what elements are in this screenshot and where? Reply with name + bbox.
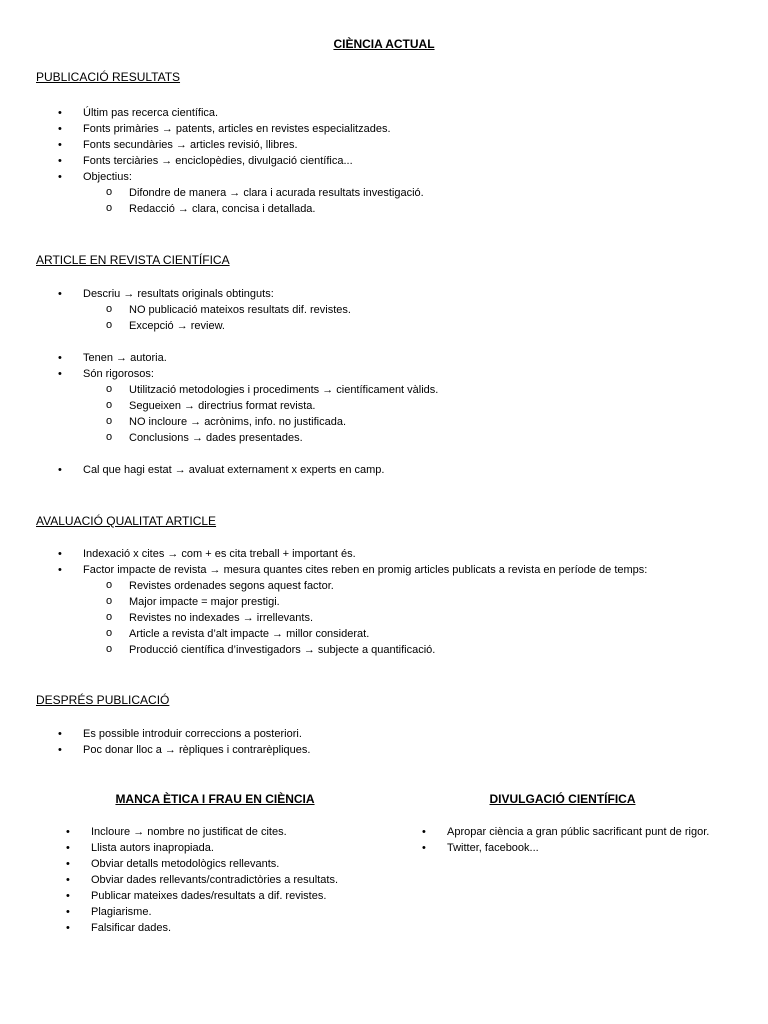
spacer bbox=[58, 334, 738, 350]
sub-list-item: o NO publicació mateixos resultats dif. revistes. bbox=[58, 302, 738, 318]
sub-list-item: o Conclusions → dades presentades. bbox=[58, 430, 738, 446]
document-title: CIÈNCIA ACTUAL bbox=[333, 37, 435, 51]
list-item: • Tenen → autoria. bbox=[58, 350, 738, 366]
heading-divulgacio: DIVULGACIÓ CIENTÍFICA bbox=[489, 792, 636, 806]
list-item: • Publicar mateixes dades/resultats a dif. revistes. bbox=[66, 888, 396, 904]
heading-despres: DESPRÉS PUBLICACIÓ bbox=[36, 693, 170, 707]
heading-avaluacio: AVALUACIÓ QUALITAT ARTICLE bbox=[36, 514, 217, 528]
list-item: • Objectius: bbox=[58, 169, 738, 185]
sub-list-item: o Revistes no indexades → irrellevants. bbox=[58, 610, 738, 626]
list-item: • Factor impacte de revista → mesura quantes cites reben en promig articles publicats a revista en període de temps: bbox=[58, 562, 738, 578]
list-item: • Twitter, facebook... bbox=[422, 840, 712, 856]
list-item: • Plagiarisme. bbox=[66, 904, 396, 920]
list-item: • Descriu → resultats originals obtinguts: bbox=[58, 286, 738, 302]
list-item: • Indexació x cites → com + es cita treball + important és. bbox=[58, 546, 738, 562]
list-item: • Últim pas recerca científica. bbox=[58, 105, 738, 121]
sub-list-item: o Redacció → clara, concisa i detallada. bbox=[58, 201, 738, 217]
list-item: • Són rigorosos: bbox=[58, 366, 738, 382]
list-item: • Fonts terciàries → enciclopèdies, divulgació científica... bbox=[58, 153, 738, 169]
list-divulgacio bbox=[422, 824, 712, 856]
sub-list-item: o Segueixen → directrius format revista. bbox=[58, 398, 738, 414]
sub-list-item: o Excepció → review. bbox=[58, 318, 738, 334]
list-manca bbox=[66, 824, 396, 936]
list-item: • Llista autors inapropiada. bbox=[66, 840, 396, 856]
list-item: • Apropar ciència a gran públic sacrificant punt de rigor. bbox=[422, 824, 712, 840]
spacer bbox=[58, 446, 738, 462]
heading-manca: MANCA ÈTICA I FRAU EN CIÈNCIA bbox=[115, 792, 315, 806]
list-item: • Fonts secundàries → articles revisió, llibres. bbox=[58, 137, 738, 153]
list-article bbox=[58, 286, 738, 478]
list-publicacio bbox=[58, 105, 738, 217]
list-item: • Es possible introduir correccions a posteriori. bbox=[58, 726, 738, 742]
sub-list-item: o Producció científica d’investigadors → subjecte a quantificació. bbox=[58, 642, 738, 658]
list-item: • Falsificar dades. bbox=[66, 920, 396, 936]
sub-list-item: o Difondre de manera → clara i acurada resultats investigació. bbox=[58, 185, 738, 201]
heading-article: ARTICLE EN REVISTA CIENTÍFICA bbox=[36, 253, 230, 267]
sub-list-item: o Utilització metodologies i procediments → científicament vàlids. bbox=[58, 382, 738, 398]
sub-list-item: o Article a revista d’alt impacte → millor considerat. bbox=[58, 626, 738, 642]
heading-publicacio: PUBLICACIÓ RESULTATS bbox=[36, 70, 181, 84]
list-item: • Poc donar lloc a → rèpliques i contrarèpliques. bbox=[58, 742, 738, 758]
list-item: • Obviar dades rellevants/contradictòries a resultats. bbox=[66, 872, 396, 888]
list-item: • Cal que hagi estat → avaluat externament x experts en camp. bbox=[58, 462, 738, 478]
list-despres bbox=[58, 726, 738, 758]
sub-list-item: o NO incloure → acrònims, info. no justificada. bbox=[58, 414, 738, 430]
sub-list-item: o Revistes ordenades segons aquest factor. bbox=[58, 578, 738, 594]
list-item: • Fonts primàries → patents, articles en revistes especialitzades. bbox=[58, 121, 738, 137]
list-item: • Obviar detalls metodològics rellevants. bbox=[66, 856, 396, 872]
list-item: • Incloure → nombre no justificat de cites. bbox=[66, 824, 396, 840]
sub-list-item: o Major impacte = major prestigi. bbox=[58, 594, 738, 610]
list-avaluacio bbox=[58, 546, 738, 658]
